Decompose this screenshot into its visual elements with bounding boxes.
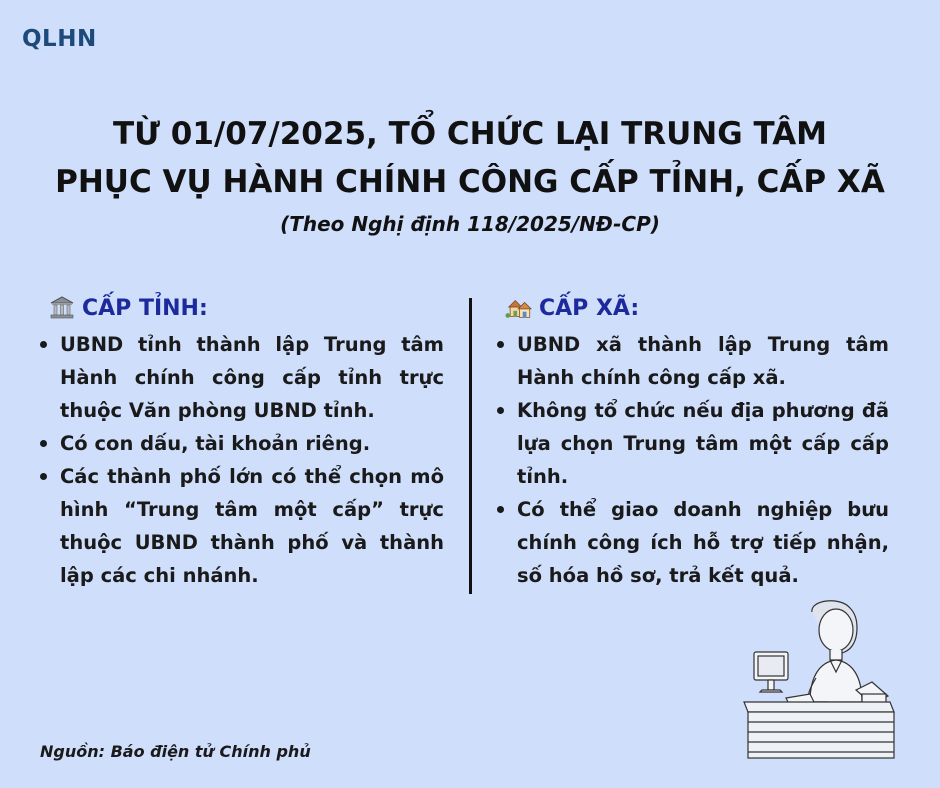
province-list (48, 328, 444, 592)
bullet-icon (40, 440, 47, 447)
brand-label: QLHN (22, 26, 97, 52)
list-item: UBND xã thành lập Trung tâm Hành chính công cấp xã. (505, 328, 889, 394)
page-title-line-2: PHỤC VỤ HÀNH CHÍNH CÔNG CẤP TỈNH, CẤP XÃ (55, 164, 885, 200)
commune-heading (505, 294, 889, 322)
bullet-icon (497, 506, 504, 513)
province-column (48, 294, 444, 592)
page-subtitle: (Theo Nghị định 118/2025/NĐ-CP) (280, 212, 660, 236)
list-item: Không tổ chức nếu địa phương đã lựa chọn Trung tâm một cấp cấp tỉnh. (505, 394, 889, 493)
source-caption: Nguồn: Báo điện tử Chính phủ (40, 742, 311, 761)
province-heading-label: CẤP TỈNH: (82, 295, 208, 321)
province-heading (48, 294, 444, 322)
bullet-icon (497, 407, 504, 414)
page-title-line-1: TỪ 01/07/2025, TỔ CHỨC LẠI TRUNG TÂM (112, 116, 828, 152)
list-item: UBND tỉnh thành lập Trung tâm Hành chính công cấp tỉnh trực thuộc Văn phòng UBND tỉnh. (48, 328, 444, 427)
commune-column (505, 294, 889, 592)
list-item: Các thành phố lớn có thể chọn mô hình “Trung tâm một cấp” trực thuộc UBND thành phố và thành lập các chi nhánh. (48, 460, 444, 592)
bullet-icon (40, 473, 47, 480)
list-item: Có thể giao doanh nghiệp bưu chính công ích hỗ trợ tiếp nhận, số hóa hồ sơ, trả kết quả. (505, 493, 889, 592)
office-worker-illustration (740, 598, 898, 764)
column-divider (469, 298, 472, 594)
title-block (0, 110, 940, 236)
commune-list (505, 328, 889, 592)
houses-icon (505, 294, 533, 322)
commune-heading-label: CẤP XÃ: (539, 295, 640, 321)
bullet-icon (497, 341, 504, 348)
classical-building-icon (48, 294, 76, 322)
list-item: Có con dấu, tài khoản riêng. (48, 427, 444, 460)
bullet-icon (40, 341, 47, 348)
